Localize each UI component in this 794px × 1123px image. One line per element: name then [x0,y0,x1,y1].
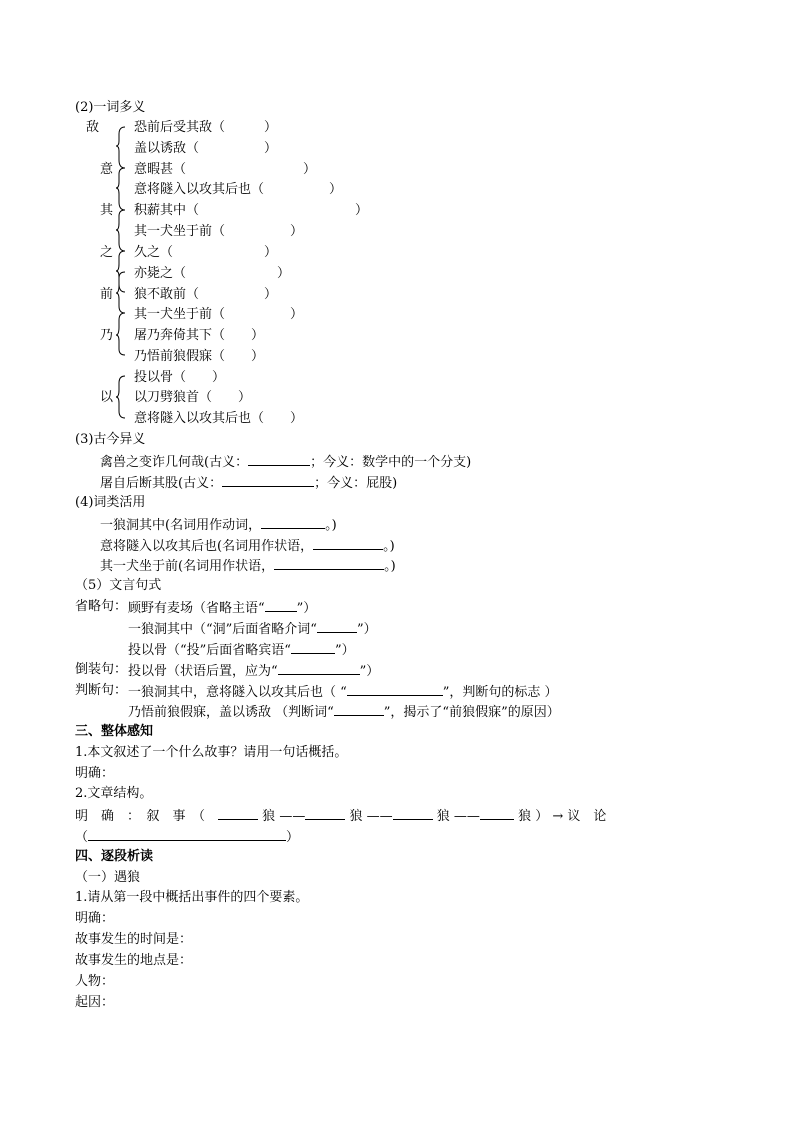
polysemy-item-9: 狼不敢前（ ） [134,287,278,302]
section-heading-ancient: (3)古今异义 [75,432,146,447]
polysemy-item-8: 亦毙之（ ） [134,266,291,281]
overall-question-1: 1.本文叙述了一个什么故事？请用一句话概括。 [75,745,348,760]
keyword-yi: 意 [100,162,114,177]
section-heading-overall: 三、整体感知 [75,724,154,739]
polysemy-item-12: 乃悟前狼假寐（ ） [134,349,265,364]
ancient-line-2: 屠自后断其股(古义： ；今义：屁股) [100,476,398,491]
answer-blank[interactable] [88,828,286,841]
keyword-nai: 乃 [100,328,114,343]
answer-blank[interactable] [334,703,384,716]
overall-question-2: 2.文章结构。 [75,786,153,801]
answer-blank[interactable] [218,807,258,820]
answer-blank[interactable] [222,474,314,487]
keyword-di: 敌 [86,120,100,135]
wordclass-line-2: 意将隧入以攻其后也(名词用作状语， 。) [100,539,395,554]
ancient-line-1: 禽兽之变诈几何哉(古义： ；今义：数学中的一个分支) [100,455,472,470]
judgment-line-2: 乃悟前狼假寐，盖以诱敌 （判断词“ ”，揭示了“前狼假寐”的原因） [128,705,560,720]
analysis-cause: 起因： [75,995,115,1010]
omission-line-1: 顾野有麦场（省略主语“ ”） [128,601,317,616]
section-heading-syntax: （5）文言句式 [75,578,162,593]
structure-line: 明 确 ： 叙 事 （ 狼 —— 狼 —— 狼 —— 狼 ） → 议 论 [75,809,607,824]
section-heading-analysis: 四、逐段析读 [75,849,154,864]
analysis-answer-1: 明确： [75,911,115,926]
keyword-qi: 其 [100,203,114,218]
polysemy-item-10: 其一犬坐于前（ ） [134,307,304,322]
inversion-label: 倒装句： [75,662,128,677]
keyword-yi-yi: 以 [100,390,114,405]
answer-blank[interactable] [305,807,345,820]
bracket-lines [115,122,127,430]
keyword-qian: 前 [100,287,114,302]
polysemy-item-15: 意将隧入以攻其后也（ ） [134,411,304,426]
polysemy-item-11: 屠乃奔倚其下（ ） [134,328,265,343]
answer-blank[interactable] [347,683,443,696]
section-heading-polysemy: (2)一词多义 [75,100,146,115]
analysis-people: 人物： [75,974,115,989]
analysis-question-1: 1.请从第一段中概括出事件的四个要素。 [75,890,309,905]
polysemy-item-5: 积薪其中（ ） [134,203,369,218]
overall-answer-1: 明确： [75,766,115,781]
polysemy-item-2: 盖以诱敌（ ） [134,141,278,156]
section-heading-wordclass: (4)词类活用 [75,495,146,510]
polysemy-item-6: 其一犬坐于前（ ） [134,224,304,239]
polysemy-item-1: 恐前后受其敌（ ） [134,120,278,135]
answer-blank[interactable] [274,557,384,570]
analysis-place: 故事发生的地点是： [75,953,193,968]
structure-line-2: （ ） [75,830,300,845]
answer-blank[interactable] [248,453,310,466]
polysemy-item-4: 意将隧入以攻其后也（ ） [134,182,343,197]
omission-line-3: 投以骨（“投”后面省略宾语“ ”） [128,643,355,658]
polysemy-item-14: 以刀劈狼首（ ） [134,390,252,405]
answer-blank[interactable] [261,516,325,529]
omission-label: 省略句： [75,599,128,614]
polysemy-item-3: 意暇甚（ ） [134,162,317,177]
keyword-zhi: 之 [100,245,114,260]
answer-blank[interactable] [265,599,297,612]
analysis-subheading: （一）遇狼 [75,870,141,885]
wordclass-line-3: 其一犬坐于前(名词用作状语， 。) [100,559,396,574]
wordclass-line-1: 一狼洞其中(名词用作动词， 。) [100,518,337,533]
analysis-time: 故事发生的时间是： [75,932,193,947]
answer-blank[interactable] [278,662,360,675]
inversion-line: 投以骨（状语后置，应为“ ”） [128,664,380,679]
answer-blank[interactable] [317,620,357,633]
judgment-line-1: 一狼洞其中，意将隧入以攻其后也（ “ ”，判断句的标志 ） [128,685,558,700]
answer-blank[interactable] [291,641,335,654]
answer-blank[interactable] [480,807,514,820]
omission-line-2: 一狼洞其中（“洞”后面省略介词“ ”） [128,622,377,637]
polysemy-item-7: 久之（ ） [134,245,278,260]
polysemy-item-13: 投以骨（ ） [134,370,226,385]
answer-blank[interactable] [313,537,383,550]
answer-blank[interactable] [393,807,433,820]
judgment-label: 判断句： [75,683,128,698]
